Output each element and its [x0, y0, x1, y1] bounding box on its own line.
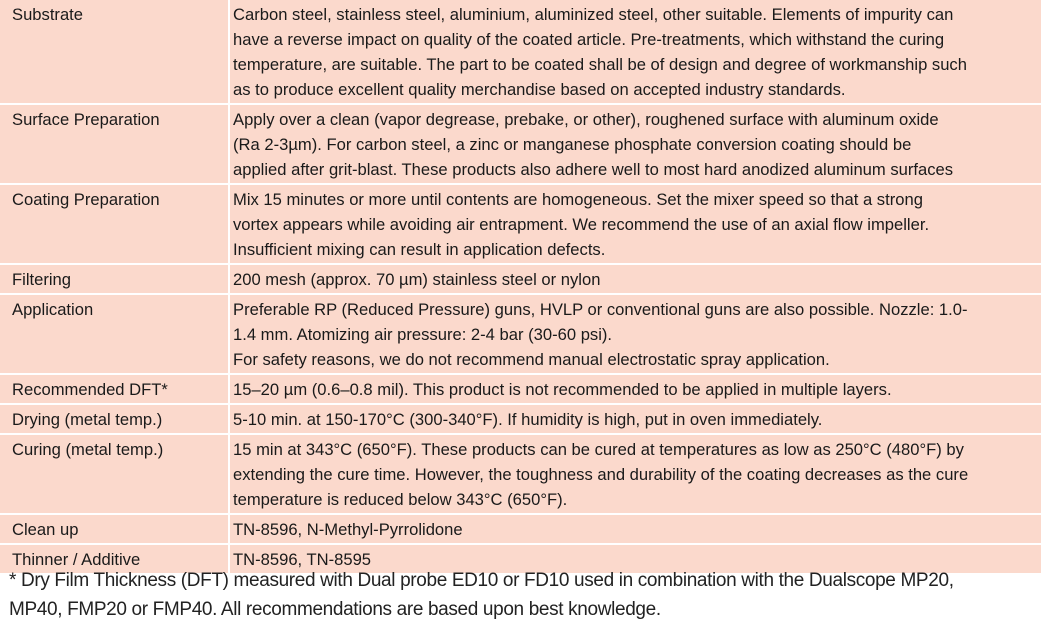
row-value	[229, 184, 1041, 264]
row-label: Substrate	[0, 0, 229, 104]
row-label: Application	[0, 294, 229, 374]
value-line: Insufficient mixing can result in application defects.	[233, 240, 606, 259]
table-row-drying	[0, 404, 1041, 434]
value-line: temperature, are suitable. The part to be coated shall be of design and degree of workmanship such	[233, 55, 967, 74]
row-label: Drying (metal temp.)	[0, 404, 229, 434]
row-value	[229, 514, 1041, 544]
value-line: 1.4 mm. Atomizing air pressure: 2-4 bar (30-60 psi).	[233, 325, 613, 344]
value-line: Preferable RP (Reduced Pressure) guns, HVLP or conventional guns are also possible. Nozzle: 1.0-	[233, 300, 968, 319]
value-line: temperature is reduced below 343°C (650°F).	[233, 490, 568, 509]
table-row-curing	[0, 434, 1041, 514]
value-line: (Ra 2-3µm). For carbon steel, a zinc or manganese phosphate conversion coating should be	[233, 135, 912, 154]
row-label: Coating Preparation	[0, 184, 229, 264]
value-line: 15–20 µm (0.6–0.8 mil). This product is not recommended to be applied in multiple layers.	[233, 380, 892, 399]
value-line: 15 min at 343°C (650°F). These products can be cured at temperatures as low as 250°C (480°F) by	[233, 440, 964, 459]
value-line: extending the cure time. However, the toughness and durability of the coating decreases as the cure	[233, 465, 969, 484]
row-value	[229, 404, 1041, 434]
row-label: Filtering	[0, 264, 229, 294]
row-label: Thinner / Additive	[0, 544, 229, 574]
row-label: Surface Preparation	[0, 104, 229, 184]
row-label: Recommended DFT*	[0, 374, 229, 404]
table-row-surface-preparation	[0, 104, 1041, 184]
table-row-coating-preparation	[0, 184, 1041, 264]
value-line: 5-10 min. at 150-170°C (300-340°F). If humidity is high, put in oven immediately.	[233, 410, 823, 429]
value-line: Apply over a clean (vapor degrease, prebake, or other), roughened surface with aluminum oxide	[233, 110, 939, 129]
value-line: TN-8596, N-Methyl-Pyrrolidone	[233, 520, 463, 539]
footnote-line: * Dry Film Thickness (DFT) measured with Dual probe ED10 or FD10 used in combination with the Dualscope MP20,	[9, 570, 954, 591]
footnote-line: MP40, FMP20 or FMP40. All recommendations are based upon best knowledge.	[9, 599, 661, 620]
dft-footnote	[9, 566, 1039, 624]
value-line: 200 mesh (approx. 70 µm) stainless steel or nylon	[233, 270, 601, 289]
table-row-application	[0, 294, 1041, 374]
value-line: vortex appears while avoiding air entrapment. We recommend the use of an axial flow impeller.	[233, 215, 930, 234]
value-line: Mix 15 minutes or more until contents are homogeneous. Set the mixer speed so that a strong	[233, 190, 923, 209]
value-line: For safety reasons, we do not recommend manual electrostatic spray application.	[233, 350, 830, 369]
value-line: applied after grit-blast. These products also adhere well to most hard anodized aluminum surfaces	[233, 160, 954, 179]
row-label: Clean up	[0, 514, 229, 544]
value-line: TN-8596, TN-8595	[233, 550, 372, 569]
row-value	[229, 434, 1041, 514]
table-row-clean-up	[0, 514, 1041, 544]
row-value	[229, 264, 1041, 294]
value-line: Carbon steel, stainless steel, aluminium, aluminized steel, other suitable. Elements of impurity can	[233, 5, 954, 24]
value-line: have a reverse impact on quality of the coated article. Pre-treatments, which withstand the curing	[233, 30, 945, 49]
row-value	[229, 104, 1041, 184]
value-line: as to produce excellent quality merchandise based on accepted industry standards.	[233, 80, 846, 99]
row-value	[229, 294, 1041, 374]
row-label: Curing (metal temp.)	[0, 434, 229, 514]
row-value	[229, 0, 1041, 104]
row-value	[229, 374, 1041, 404]
table-row-recommended-dft	[0, 374, 1041, 404]
table-row-filtering	[0, 264, 1041, 294]
table-row-substrate	[0, 0, 1041, 104]
